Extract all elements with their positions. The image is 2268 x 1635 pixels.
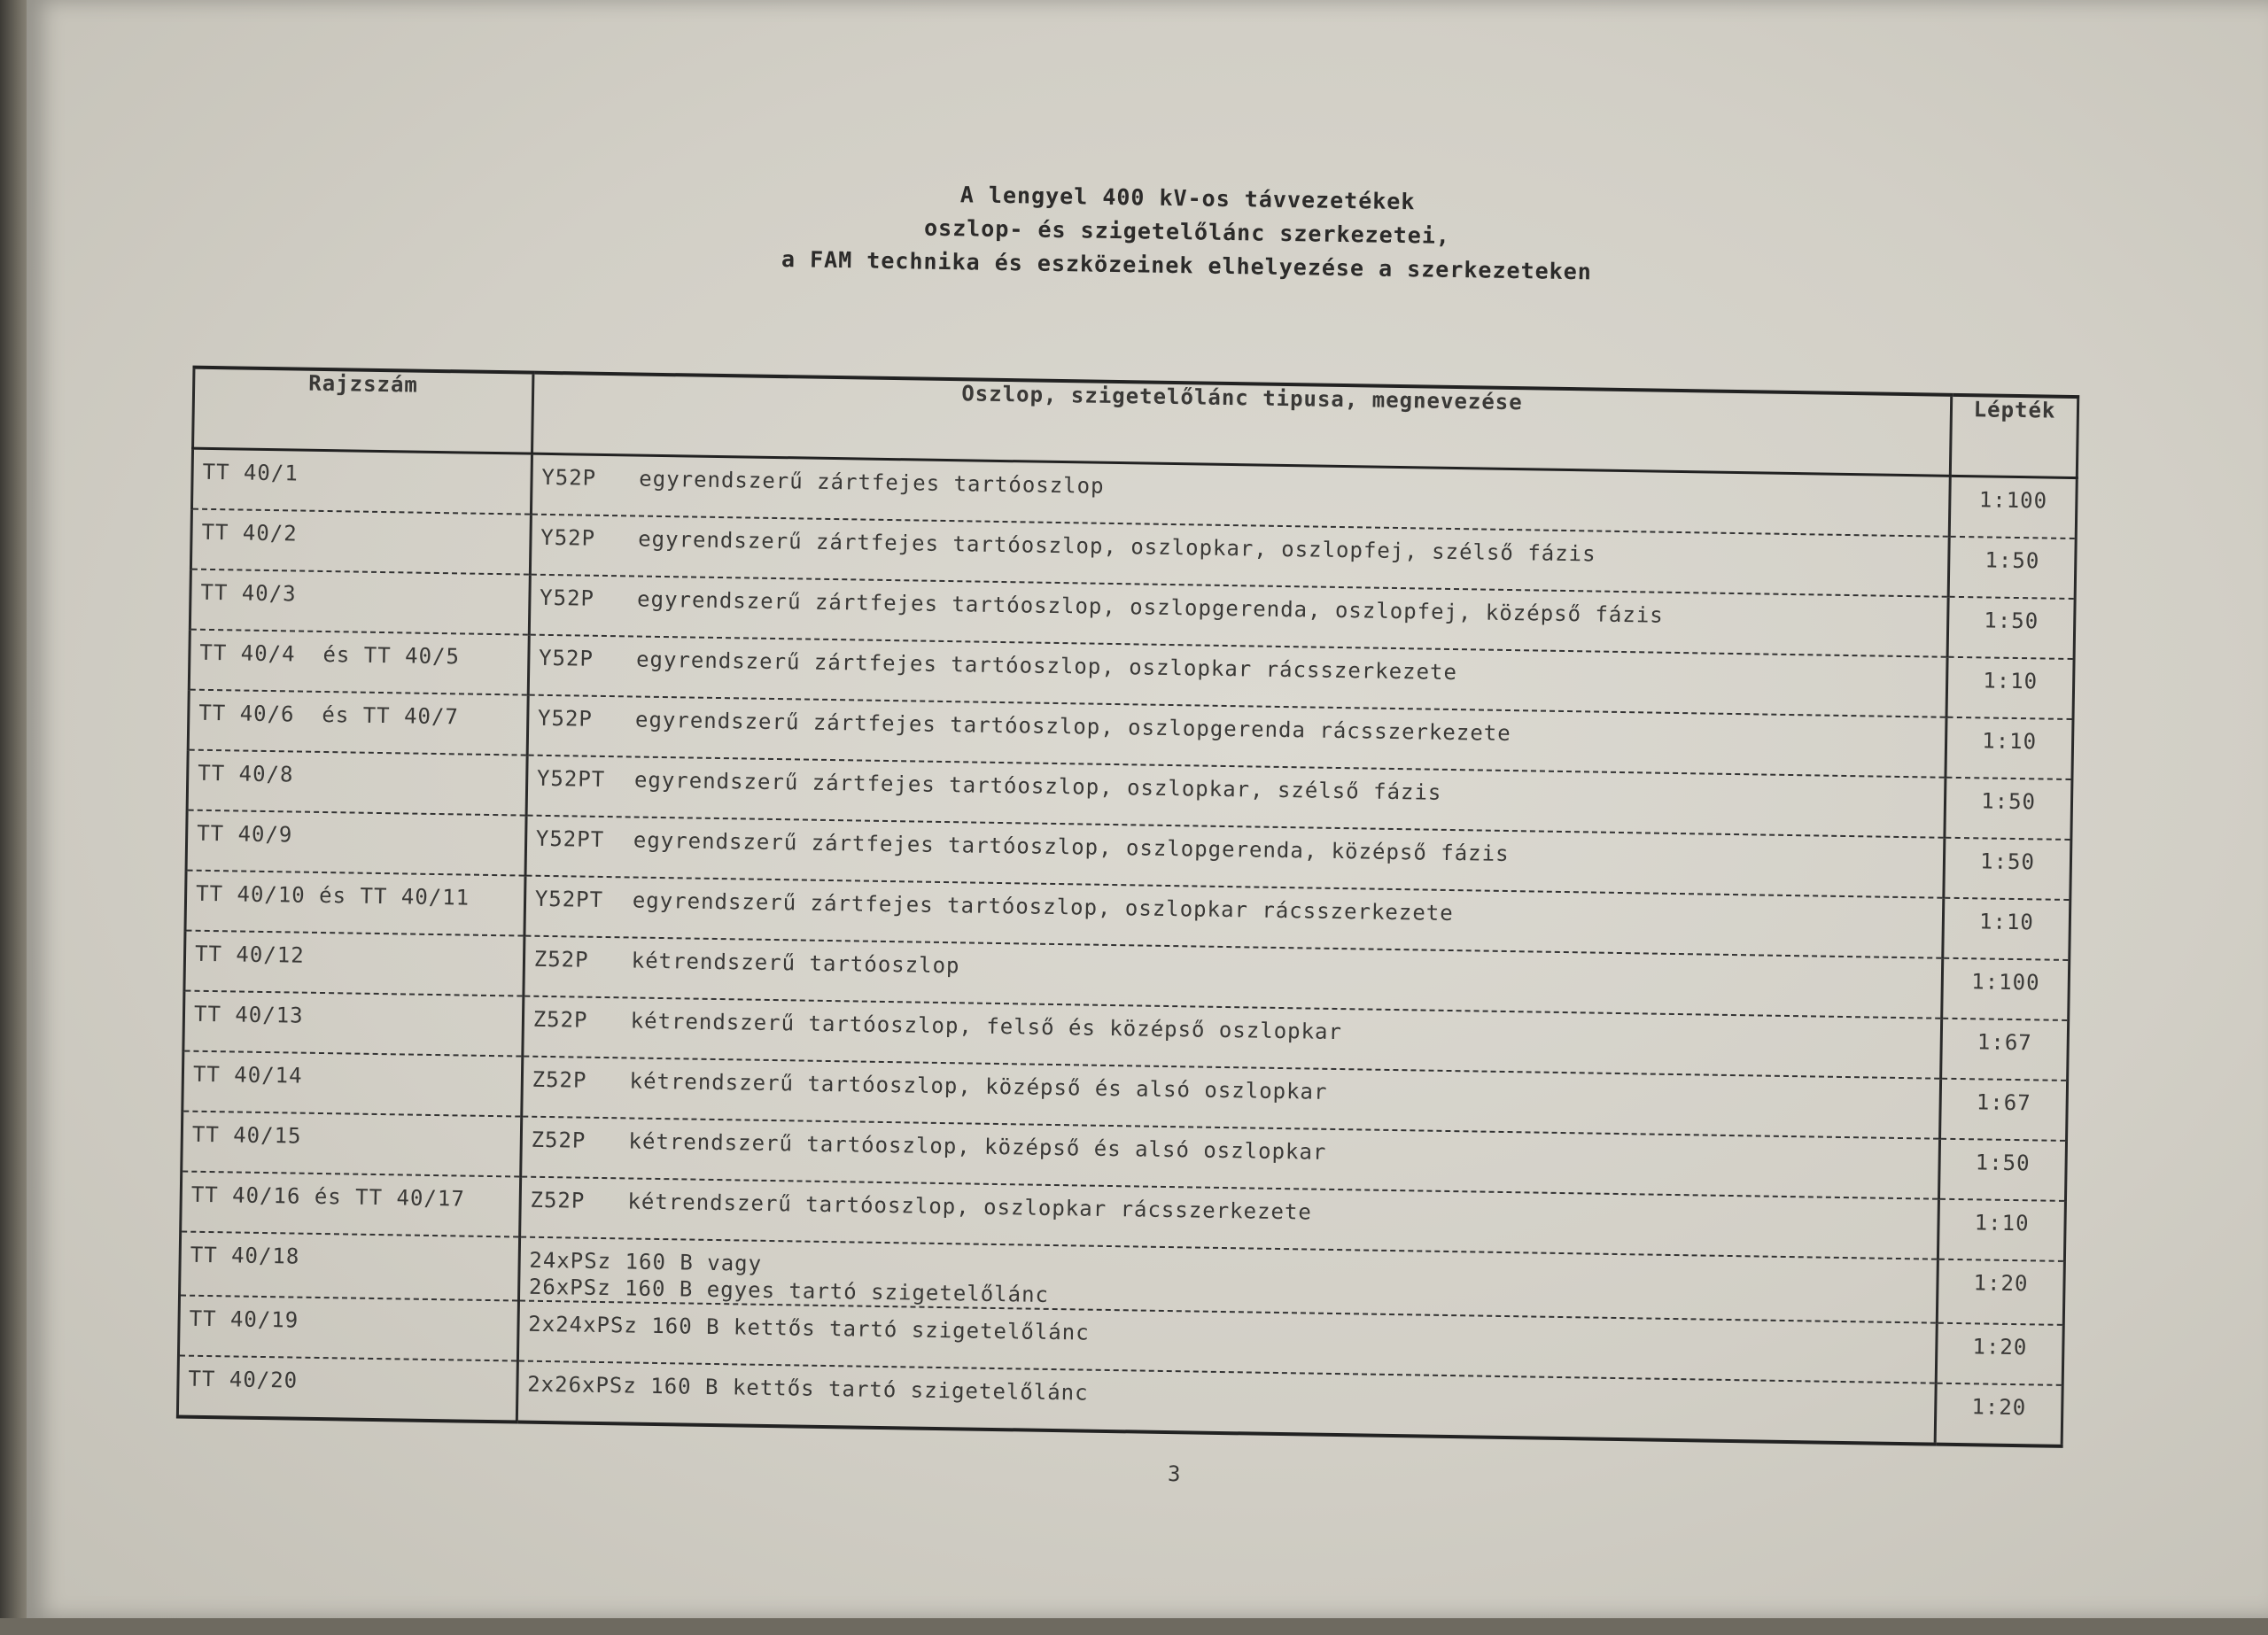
scale-cell: 1:100 <box>1942 958 2070 1020</box>
drawing-number-cell: TT 40/4 és TT 40/5 <box>189 630 529 695</box>
structure-type: Z52P <box>531 1127 586 1153</box>
title-line: a FAM technika és eszközeinek elhelyezése a szerkezeteken <box>781 246 1593 285</box>
description-text: kétrendszerű tartóoszlop, oszlopkar rácsszerkezete <box>627 1189 1313 1225</box>
structure-type: Y52PT <box>534 886 604 912</box>
drawing-number-cell: TT 40/12 <box>184 931 524 996</box>
drawing-number-cell: TT 40/18 <box>180 1232 520 1301</box>
structure-type: Y52PT <box>535 825 605 852</box>
description-text: kétrendszerű tartóoszlop, középső és alsó oszlopkar <box>629 1068 1328 1104</box>
header-scale: Lépték <box>1950 395 2078 478</box>
scale-cell: 1:100 <box>1949 476 2077 539</box>
description-text: egyrendszerű zártfejes tartóoszlop, oszlopgerenda, oszlopfej, középső fázis <box>636 586 1664 628</box>
scale-cell: 1:20 <box>1935 1383 2062 1446</box>
structure-type: Z52P <box>532 1006 588 1033</box>
page-content <box>14 0 2268 1635</box>
description-text: egyrendszerű zártfejes tartóoszlop, oszlopgerenda, középső fázis <box>633 827 1510 867</box>
description-text: kétrendszerű tartóoszlop, felső és középső oszlopkar <box>630 1008 1343 1045</box>
structure-type: Z52P <box>530 1187 586 1213</box>
structure-type: Y52P <box>539 585 595 611</box>
scale-cell: 1:20 <box>1937 1259 2064 1325</box>
drawing-number-cell: TT 40/19 <box>178 1296 518 1361</box>
description-text: egyrendszerű zártfejes tartóoszlop, oszlopkar rácsszerkezete <box>632 887 1454 926</box>
drawing-number-cell: TT 40/6 és TT 40/7 <box>188 690 528 756</box>
structure-type: Z52P <box>532 1066 587 1093</box>
scale-cell: 1:10 <box>1946 657 2074 719</box>
drawing-number-cell: TT 40/9 <box>186 810 526 876</box>
header-description: Oszlop, szigetelőlánc tipusa, megnevezése <box>532 373 1952 477</box>
drawing-number-cell: TT 40/13 <box>183 991 524 1057</box>
scale-cell: 1:20 <box>1936 1323 2063 1385</box>
description-text: 24xPSz 160 B vagy <box>529 1247 763 1276</box>
page-number: 3 <box>1167 1461 1181 1487</box>
scale-cell: 1:50 <box>1948 537 2076 599</box>
scale-cell: 1:50 <box>1944 838 2071 900</box>
drawing-number-cell: TT 40/15 <box>182 1112 522 1177</box>
drawing-number-cell: TT 40/16 és TT 40/17 <box>181 1172 521 1237</box>
title-line: oszlop- és szigetelőlánc szerkezetei, <box>923 214 1451 249</box>
description-text: kétrendszerű tartóoszlop <box>631 948 960 979</box>
scale-cell: 1:10 <box>1943 898 2070 960</box>
header-drawing-no: Rajzszám <box>193 368 533 454</box>
drawing-number-cell: TT 40/3 <box>190 570 530 635</box>
drawing-number-cell: TT 40/14 <box>183 1051 523 1117</box>
drawing-list-table <box>176 366 2079 1448</box>
scale-cell: 1:50 <box>1947 597 2075 659</box>
description-text-line2: 26xPSz 160 B egyes tartó szigetelőlánc <box>528 1274 1050 1307</box>
structure-type: Y52P <box>540 524 596 551</box>
structure-type: Y52P <box>538 645 594 671</box>
document-page <box>27 0 2268 1618</box>
scale-cell: 1:10 <box>1946 717 2073 779</box>
description-text: egyrendszerű zártfejes tartóoszlop, oszlopkar, szélső fázis <box>633 767 1442 805</box>
structure-type: Y52P <box>541 464 597 491</box>
scale-cell: 1:50 <box>1945 778 2072 840</box>
drawing-number-cell: TT 40/20 <box>177 1356 517 1422</box>
drawing-number-cell: TT 40/1 <box>191 448 532 515</box>
description-text: egyrendszerű zártfejes tartóoszlop <box>639 466 1105 499</box>
description-text: egyrendszerű zártfejes tartóoszlop, oszlopgerenda rácsszerkezete <box>634 707 1511 747</box>
structure-type: Y52PT <box>536 765 606 792</box>
scale-cell: 1:10 <box>1938 1199 2066 1261</box>
drawing-number-cell: TT 40/2 <box>190 509 531 575</box>
document-title <box>194 167 2180 298</box>
description-text: 2x26xPSz 160 B kettős tartó szigetelőlánc <box>527 1371 1089 1406</box>
description-text: 2x24xPSz 160 B kettős tartó szigetelőlánc <box>528 1311 1090 1345</box>
scale-cell: 1:50 <box>1939 1139 2067 1201</box>
structure-type: Y52P <box>537 705 594 732</box>
structure-type: Z52P <box>533 946 589 972</box>
scale-cell: 1:67 <box>1941 1019 2069 1081</box>
description-text: kétrendszerű tartóoszlop, középső és alsó oszlopkar <box>628 1128 1327 1165</box>
title-line: A lengyel 400 kV-os távvezetékek <box>959 182 1416 215</box>
scale-cell: 1:67 <box>1940 1079 2068 1141</box>
description-text: egyrendszerű zártfejes tartóoszlop, oszlopkar, oszlopfej, szélső fázis <box>638 526 1596 567</box>
table-body <box>177 448 2077 1446</box>
description-text: egyrendszerű zártfejes tartóoszlop, oszlopkar rácsszerkezete <box>635 647 1458 686</box>
drawing-number-cell: TT 40/8 <box>187 750 527 816</box>
drawing-number-cell: TT 40/10 és TT 40/11 <box>185 871 525 936</box>
